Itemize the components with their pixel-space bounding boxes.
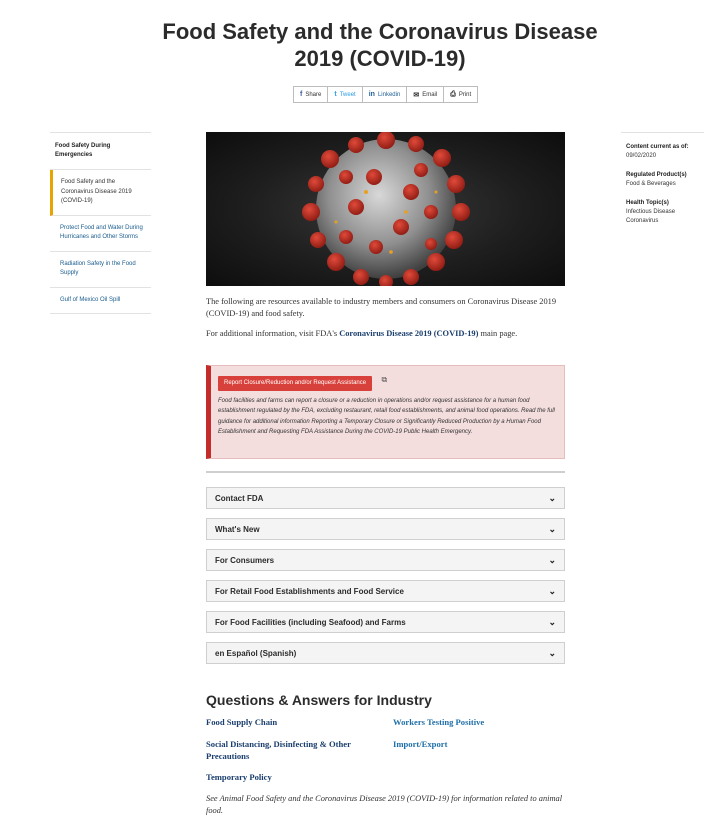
print-button[interactable] — [443, 86, 478, 103]
accordion-whats-new[interactable] — [206, 518, 565, 540]
external-link-icon[interactable]: ⧉ — [381, 374, 388, 384]
intro-paragraph: The following are resources available to industry members and consumers on Coronavirus Disease 2019 (COVID-19) and food safety. — [206, 297, 557, 318]
print-icon: ⎙ — [450, 90, 456, 98]
email-icon: ✉ — [413, 91, 420, 99]
main-content — [206, 296, 565, 348]
chevron-down-icon: ⌄ — [548, 647, 556, 658]
accordion-label: What's New — [215, 524, 260, 534]
share-bar — [293, 86, 477, 103]
accordion-contact-fda[interactable] — [206, 487, 565, 509]
accordion-label: Contact FDA — [215, 493, 264, 503]
accordion-label: For Food Facilities (including Seafood) and Farms — [215, 617, 406, 627]
share-label: Share — [305, 91, 322, 98]
report-closure-button[interactable]: Report Closure/Reduction and/or Request Assistance — [218, 376, 372, 391]
accordion-label: en Español (Spanish) — [215, 648, 297, 658]
regulated-products-label: Regulated Product(s) — [626, 172, 687, 178]
accordion-label: For Retail Food Establishments and Food Service — [215, 586, 404, 596]
nav-item-oil-spill[interactable]: Gulf of Mexico Oil Spill — [50, 288, 151, 315]
chevron-down-icon: ⌄ — [548, 585, 556, 596]
section-divider — [206, 471, 565, 473]
health-topic-infectious[interactable]: Infectious Disease — [626, 209, 676, 215]
nav-item-radiation[interactable]: Radiation Safety in the Food Supply — [50, 252, 151, 288]
left-sidebar-nav — [50, 132, 151, 314]
page-title: Food Safety and the Coronavirus Disease 2019 (COVID-19) — [162, 19, 598, 71]
accordion-retail-food[interactable] — [206, 580, 565, 602]
accordion-label: For Consumers — [215, 555, 275, 565]
accordion-consumers[interactable] — [206, 549, 565, 571]
nav-item-covid[interactable]: Food Safety and the Coronavirus Disease 2019 (COVID-19) — [50, 170, 151, 216]
share-facebook-button[interactable] — [293, 86, 328, 103]
linkedin-icon: in — [368, 91, 375, 98]
accordion-spanish[interactable] — [206, 642, 565, 664]
chevron-down-icon: ⌄ — [548, 523, 556, 534]
coronavirus-image — [206, 132, 565, 286]
share-email-button[interactable] — [406, 86, 444, 103]
workers-testing-positive-link[interactable]: Workers Testing Positive — [393, 717, 485, 727]
more-info-prefix: For additional information, visit FDA's — [206, 329, 338, 338]
food-supply-chain-link[interactable]: Food Supply Chain — [206, 717, 278, 727]
chevron-down-icon: ⌄ — [548, 492, 556, 503]
virus-illustration — [206, 132, 565, 286]
share-twitter-button[interactable] — [327, 86, 362, 103]
animal-food-footnote: See Animal Food Safety and the Coronavirus Disease 2019 (COVID-19) for information related to animal food. — [206, 794, 563, 815]
alert-text: Food facilities and farms can report a closure or a reduction in operations and/or request assistance for a human food establishment regulated by the FDA, excluding restaurant, retail food establishments, and animal food operations. Read the full guidance for additional information Reporting a Temporary Closure or Significantly Reduced Production by a Human Food Establishment and Requesting FDA Assistance During the COVID-19 Public Health Emergency. — [218, 397, 555, 435]
health-topics-label: Health Topic(s) — [626, 200, 669, 206]
social-distancing-link[interactable]: Social Distancing, Disinfecting & Other Precautions — [206, 739, 351, 761]
twitter-icon: t — [334, 91, 337, 98]
linkedin-label: Linkedin — [377, 91, 401, 98]
covid-main-page-link[interactable]: Coronavirus Disease 2019 (COVID-19) — [339, 329, 479, 338]
qa-section-title: Questions & Answers for Industry — [206, 692, 432, 708]
import-export-link[interactable]: Import/Export — [393, 739, 448, 749]
content-current-date: 09/02/2020 — [626, 153, 657, 159]
content-current-label: Content current as of: — [626, 144, 689, 150]
print-label: Print — [458, 91, 472, 98]
tweet-label: Tweet — [339, 91, 356, 98]
share-linkedin-button[interactable] — [362, 86, 408, 103]
right-sidebar-info — [621, 132, 704, 236]
nav-item-hurricanes[interactable]: Protect Food and Water During Hurricanes and Other Storms — [50, 216, 151, 252]
accordion-food-facilities[interactable] — [206, 611, 565, 633]
closure-alert-box — [206, 365, 565, 459]
chevron-down-icon: ⌄ — [548, 616, 556, 627]
nav-heading[interactable]: Food Safety During Emergencies — [50, 132, 151, 170]
temporary-policy-link[interactable]: Temporary Policy — [206, 772, 272, 782]
chevron-down-icon: ⌄ — [548, 554, 556, 565]
health-topic-coronavirus[interactable]: Coronavirus — [626, 218, 659, 224]
facebook-icon: f — [300, 91, 303, 98]
regulated-products-value[interactable]: Food & Beverages — [626, 181, 676, 187]
email-label: Email — [422, 91, 438, 98]
more-info-paragraph — [206, 328, 565, 340]
more-info-suffix: main page. — [480, 329, 518, 338]
